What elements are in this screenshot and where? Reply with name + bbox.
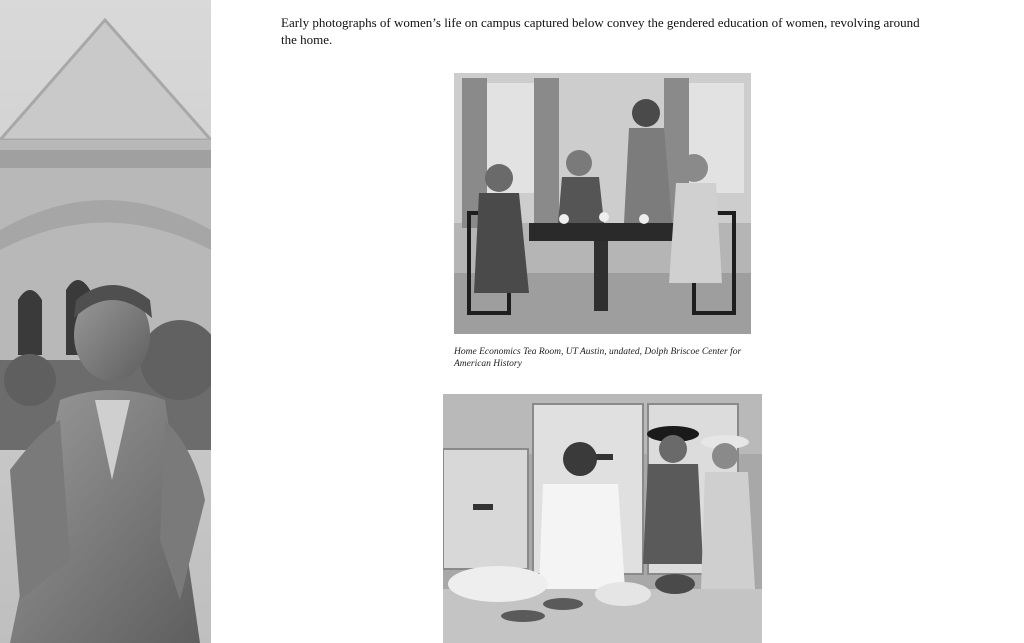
tea-room-photo	[454, 73, 751, 334]
kitchen-photo	[443, 394, 762, 643]
tea-room-photo-graphic	[454, 73, 751, 334]
statue-photo-graphic	[0, 0, 211, 643]
figure-caption: Home Economics Tea Room, UT Austin, undated, Dolph Briscoe Center for American History	[454, 347, 742, 369]
statue-photo	[0, 0, 211, 643]
intro-paragraph: Early photographs of women’s life on campus captured below convey the gendered education of women, revolving around the home.	[281, 15, 920, 47]
kitchen-photo-graphic	[443, 394, 762, 643]
